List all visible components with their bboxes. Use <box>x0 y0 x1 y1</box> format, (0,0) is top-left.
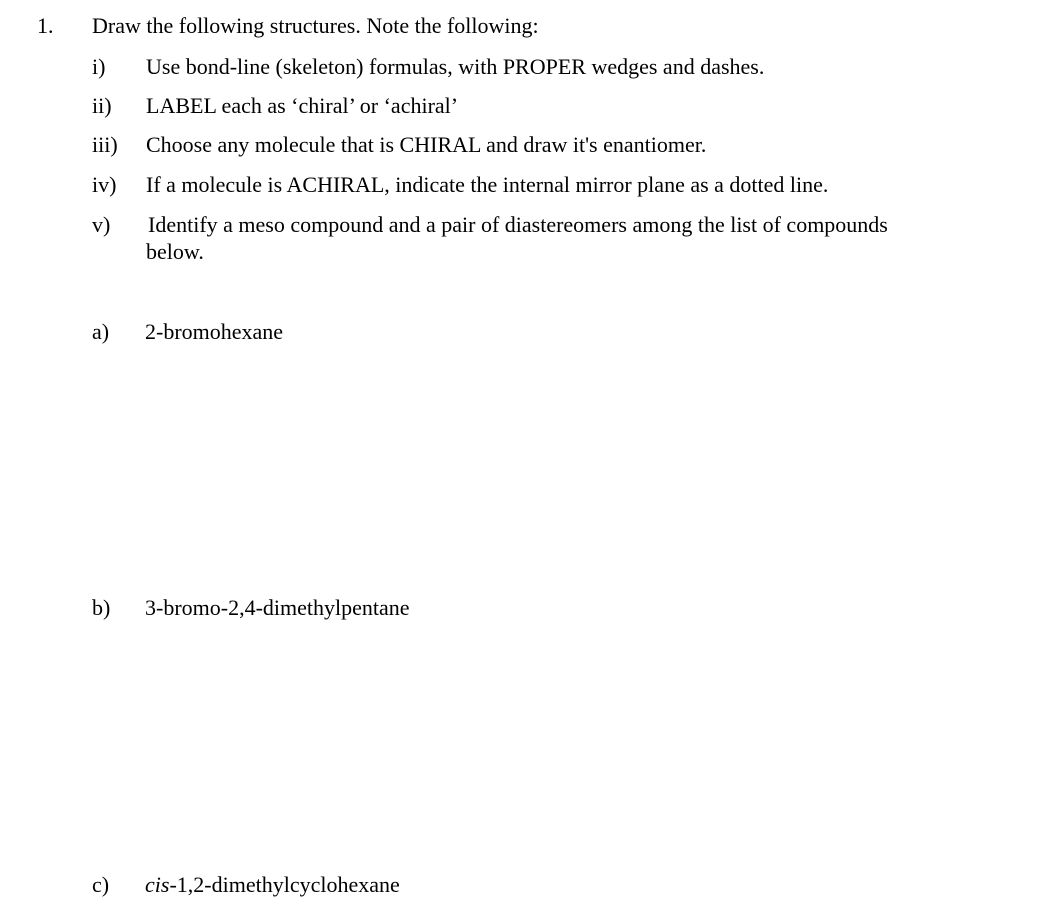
part-label-c: c) <box>92 872 110 897</box>
note-text: Identify a meso compound and a pair of diastereomers among the list of compounds <box>148 212 888 237</box>
compound-name-a: 2-bromohexane <box>145 319 284 344</box>
question-number: 1. <box>37 13 54 38</box>
question-prompt: Draw the following structures. Note the following: <box>92 13 539 38</box>
note-text: Choose any molecule that is CHIRAL and draw it's enantiomer. <box>146 132 707 157</box>
note-label: v) <box>92 212 111 237</box>
compound-name-c <box>145 872 400 898</box>
compound-name-b: 3-bromo-2,4-dimethylpentane <box>145 595 410 620</box>
note-label: iii) <box>92 132 118 157</box>
note-text: Use bond-line (skeleton) formulas, with PROPER wedges and dashes. <box>146 54 765 79</box>
part-label-b: b) <box>92 595 111 620</box>
note-text: LABEL each as ‘chiral’ or ‘achiral’ <box>146 93 459 118</box>
part-label-a: a) <box>92 319 110 344</box>
compound-name-rest: -1,2-dimethylcyclohexane <box>169 872 400 897</box>
stereo-prefix: cis <box>145 872 170 897</box>
note-text: If a molecule is ACHIRAL, indicate the internal mirror plane as a dotted line. <box>146 172 829 197</box>
note-text-continued: below. <box>146 239 204 264</box>
note-label: i) <box>92 54 106 79</box>
note-label: ii) <box>92 93 112 118</box>
note-label: iv) <box>92 172 117 197</box>
